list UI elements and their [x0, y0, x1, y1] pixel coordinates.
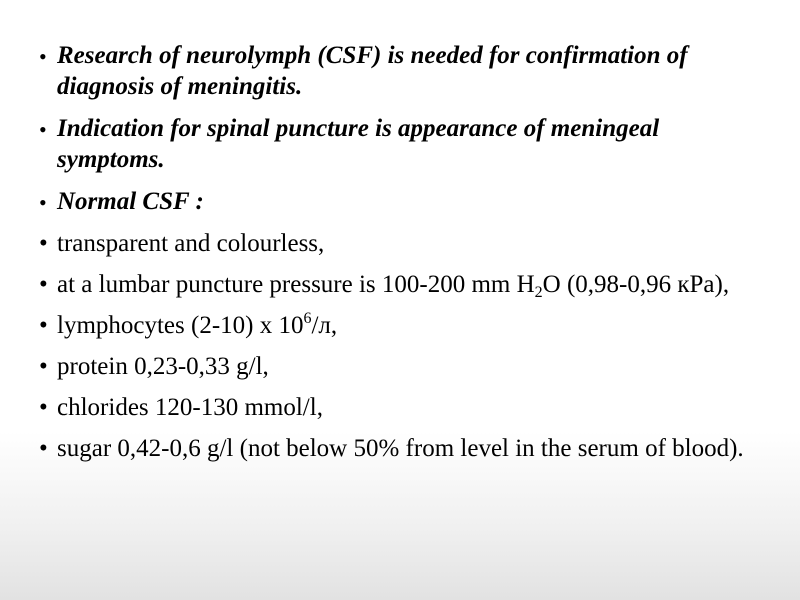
- bullet-item-csf-research: [37, 40, 767, 102]
- slide-content: [37, 40, 767, 464]
- bullet-text: Normal CSF :: [57, 188, 204, 215]
- bullet-icon: •: [39, 117, 47, 142]
- bullet-icon: •: [39, 353, 48, 380]
- bullet-icon: •: [39, 435, 48, 462]
- lymphocytes-text-pre: lymphocytes (2-10) x 10: [57, 312, 304, 339]
- bullet-text: protein 0,23-0,33 g/l,: [57, 353, 269, 380]
- bullet-text: chlorides 120-130 mmol/l,: [57, 394, 323, 421]
- superscript-6: 6: [303, 310, 312, 327]
- pressure-text-post: O (0,98-0,96 кPa),: [542, 271, 730, 298]
- subscript-2: 2: [534, 284, 543, 301]
- bullet-icon: •: [39, 230, 48, 257]
- bullet-icon: •: [39, 190, 47, 215]
- bullet-text: transparent and colourless,: [57, 230, 325, 257]
- bullet-item-sugar: [37, 433, 767, 464]
- bullet-item-lymphocytes: [37, 310, 767, 341]
- bullet-icon: •: [39, 44, 47, 69]
- bullet-text: sugar 0,42-0,6 g/l (not below 50% from level in the serum of blood).: [57, 435, 744, 462]
- lymphocytes-text-post: /л,: [311, 312, 338, 339]
- bullet-item-normal-csf: [37, 186, 767, 217]
- bullet-icon: •: [39, 312, 48, 339]
- bullet-icon: •: [39, 394, 48, 421]
- bullet-text: [57, 312, 337, 339]
- pressure-text-pre: at a lumbar puncture pressure is 100-200 mm H: [57, 271, 535, 298]
- bullet-item-pressure: [37, 269, 767, 300]
- bullet-item-chlorides: [37, 392, 767, 423]
- bullet-icon: •: [39, 271, 48, 298]
- bullet-text: [57, 271, 730, 301]
- bullet-item-protein: [37, 351, 767, 382]
- bullet-item-transparent: [37, 228, 767, 259]
- bullet-text: Research of neurolymph (CSF) is needed for confirmation of diagnosis of meningitis.: [57, 42, 688, 100]
- bullet-text: Indication for spinal puncture is appearance of meningeal symptoms.: [57, 115, 660, 173]
- bullet-item-spinal-puncture: [37, 113, 767, 175]
